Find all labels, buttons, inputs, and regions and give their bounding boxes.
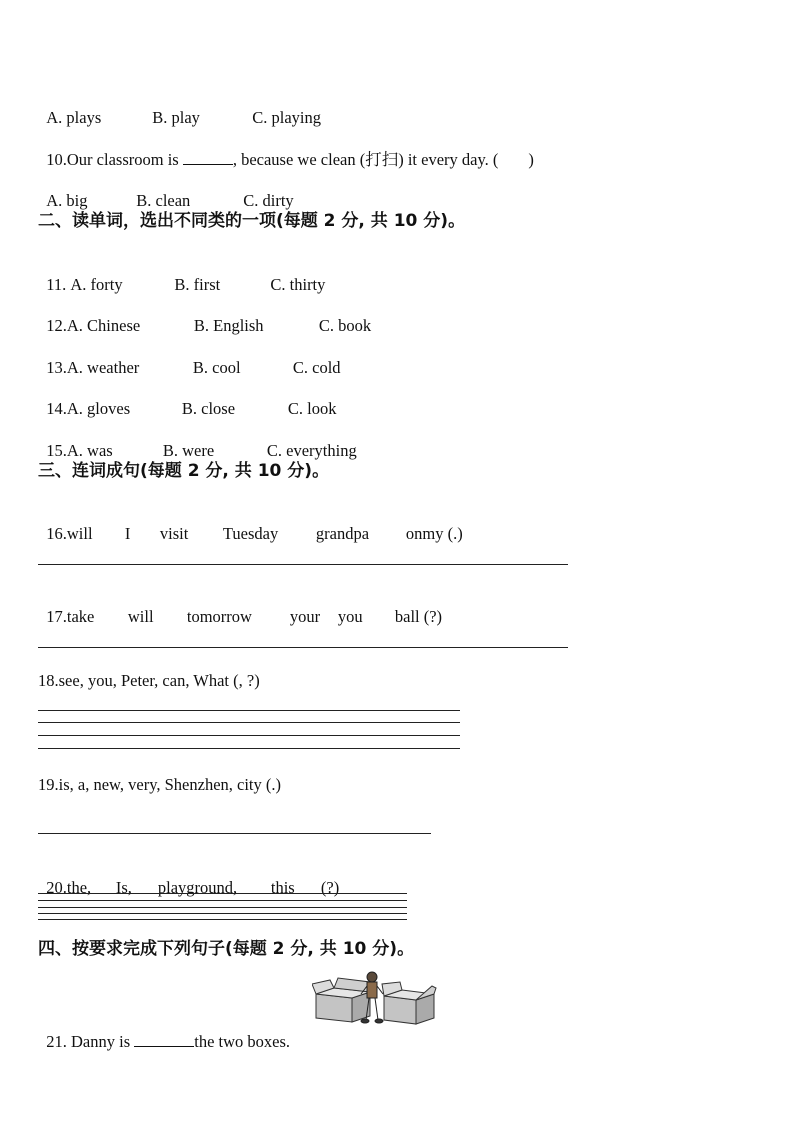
q16-word-6: onmy (.)	[405, 524, 463, 543]
q17-answer-line[interactable]	[38, 647, 568, 648]
q13-option-b[interactable]: B. cool	[192, 358, 241, 377]
q9-options	[38, 88, 321, 128]
q20-answer-line-3[interactable]	[38, 907, 407, 908]
q14-option-a[interactable]: A. gloves	[66, 399, 131, 418]
q18-answer-line-2[interactable]	[38, 722, 460, 723]
q14-number: 14.	[46, 399, 67, 418]
q10-number: 10.	[46, 150, 67, 169]
q20-word-5: (?)	[320, 878, 340, 897]
q12-option-b[interactable]: B. English	[193, 316, 264, 335]
section4-title: 四、按要求完成下列句子(每题 2 分, 共 10 分)。	[38, 939, 415, 959]
q17-word-3: tomorrow	[186, 607, 252, 626]
q11-option-b[interactable]: B. first	[174, 275, 221, 294]
q16-word-1: will	[66, 524, 93, 543]
q13-option-c[interactable]: C. cold	[292, 358, 341, 377]
q11	[38, 255, 325, 295]
q18-answer-line-3[interactable]	[38, 735, 460, 736]
q15-option-c[interactable]: C. everything	[266, 441, 357, 460]
q16-word-5: grandpa	[315, 524, 370, 543]
q9-option-b[interactable]: B. play	[152, 108, 200, 127]
q15-option-a[interactable]: A. was	[66, 441, 113, 460]
boy-between-boxes-illustration	[312, 970, 438, 1028]
section3-title: 三、连词成句(每题 2 分, 共 10 分)。	[38, 461, 330, 481]
q16-word-3: visit	[159, 524, 189, 543]
left-box-image	[312, 978, 370, 1022]
q17-word-1: take	[66, 607, 95, 626]
q16-word-2: I	[124, 524, 131, 543]
q12-option-a[interactable]: A. Chinese	[66, 316, 141, 335]
q11-option-c[interactable]: C. thirty	[270, 275, 326, 294]
q10-close-paren: )	[528, 150, 534, 169]
q20-number: 20.	[46, 878, 67, 897]
q20-word-1: the,	[66, 878, 92, 897]
q20-word-2: Is,	[115, 878, 132, 897]
q21-text-after: the two boxes.	[194, 1032, 291, 1051]
q20-answer-line-1[interactable]	[38, 893, 407, 894]
section2-title: 二、读单词，选出不同类的一项(每题 2 分, 共 10 分)。	[38, 211, 466, 231]
q20-answer-line-2[interactable]	[38, 900, 407, 901]
q13	[38, 338, 341, 378]
q17-word-6: ball (?)	[394, 607, 443, 626]
q16-answer-line[interactable]	[38, 564, 568, 565]
q21-answer-blank[interactable]	[134, 1032, 194, 1047]
q9-option-a[interactable]: A. plays	[46, 108, 102, 127]
q17-word-2: will	[127, 607, 154, 626]
q17-number: 17.	[46, 607, 67, 626]
q19-answer-line[interactable]	[38, 833, 431, 834]
q16-word-4: Tuesday	[222, 524, 279, 543]
q14-option-c[interactable]: C. look	[287, 399, 337, 418]
q18-answer-line-1[interactable]	[38, 710, 460, 711]
q16	[38, 504, 463, 544]
q10-text-before: Our classroom is	[66, 150, 183, 169]
q17-word-4: your	[289, 607, 321, 626]
q11-option-a[interactable]: A. forty	[70, 275, 123, 294]
q10-text-after: , because we clean (打扫) it every day. (	[232, 150, 499, 169]
q20-answer-line-5[interactable]	[38, 919, 407, 920]
q10-answer-blank[interactable]	[183, 150, 233, 165]
q20-word-3: playground,	[157, 878, 238, 897]
q10-option-b[interactable]: B. clean	[136, 191, 191, 210]
q15-number: 15.	[46, 441, 67, 460]
right-box-image	[382, 982, 436, 1024]
q12-number: 12.	[46, 316, 67, 335]
q11-number: 11.	[46, 275, 67, 294]
q19: 19.is, a, new, very, Shenzhen, city (.)	[38, 775, 281, 794]
q13-number: 13.	[46, 358, 67, 377]
q10-option-c[interactable]: C. dirty	[243, 191, 294, 210]
q10-stem	[38, 130, 534, 170]
q20	[38, 858, 339, 898]
q12-option-c[interactable]: C. book	[318, 316, 372, 335]
q14-option-b[interactable]: B. close	[181, 399, 236, 418]
q20-answer-line-4[interactable]	[38, 913, 407, 914]
q10-option-a[interactable]: A. big	[46, 191, 88, 210]
q21-text-before: 21. Danny is	[46, 1032, 135, 1051]
q13-option-a[interactable]: A. weather	[66, 358, 140, 377]
q10-options	[38, 171, 294, 211]
q15	[38, 421, 357, 461]
q18: 18.see, you, Peter, can, What (, ?)	[38, 671, 260, 690]
q15-option-b[interactable]: B. were	[162, 441, 215, 460]
q18-answer-line-4[interactable]	[38, 748, 460, 749]
q16-number: 16.	[46, 524, 67, 543]
q17-word-5: you	[337, 607, 363, 626]
q9-option-c[interactable]: C. playing	[252, 108, 321, 127]
q20-word-4: this	[270, 878, 295, 897]
q17	[38, 587, 442, 627]
q14	[38, 379, 336, 419]
q12	[38, 296, 371, 336]
q21	[38, 1012, 290, 1052]
